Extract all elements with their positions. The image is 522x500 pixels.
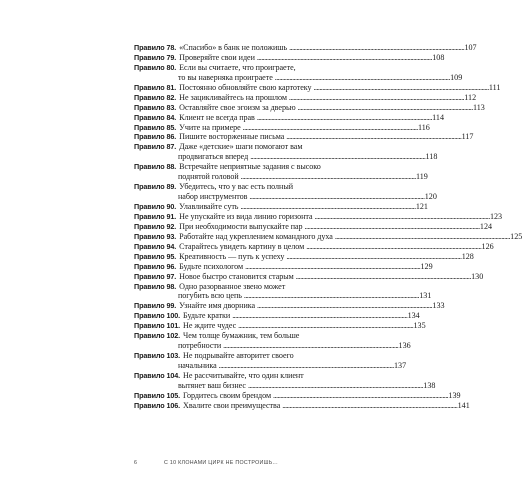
toc-entry: [134, 271, 484, 282]
rule-label: Правило 78.: [134, 43, 177, 52]
rule-title: Убедитесь, что у вас есть полный: [179, 182, 293, 192]
toc-entry: [134, 261, 433, 272]
dot-leader: [287, 43, 463, 53]
rule-title: Учите на примере: [179, 122, 241, 132]
rule-label: Правило 91.: [134, 211, 177, 221]
rule-label: Правило 87.: [134, 142, 177, 152]
toc-entry-line: [134, 122, 430, 133]
page-ref: 112: [464, 92, 477, 102]
toc-entry: [134, 370, 436, 391]
dot-leader: [304, 242, 480, 252]
dot-leader: [230, 311, 406, 321]
table-of-contents: [134, 43, 522, 411]
toc-entry: [134, 311, 420, 321]
dot-leader: [241, 123, 417, 133]
rule-label: Правило 104.: [134, 370, 181, 380]
toc-entry: [134, 182, 437, 202]
toc-entry-line: [134, 112, 445, 123]
rule-label: Правило 95.: [134, 251, 177, 261]
dot-leader: [246, 381, 422, 391]
toc-entry-line: [134, 221, 493, 232]
page-ref: 130: [471, 271, 484, 281]
toc-entry-line: [134, 271, 484, 282]
dot-leader: [238, 202, 414, 212]
rule-label: Правило 84.: [134, 112, 177, 122]
page-footer: [134, 460, 278, 466]
toc-entry: [134, 43, 477, 53]
toc-entry-line: [134, 172, 428, 182]
dot-leader: [248, 152, 424, 162]
page-number: 6: [134, 460, 137, 466]
toc-entry: [134, 321, 426, 331]
rule-label: Правило 100.: [134, 311, 181, 321]
rule-title: Чем толще бумажник, тем больше: [183, 331, 300, 341]
rule-label: Правило 102.: [134, 331, 181, 341]
toc-entry-line: [134, 331, 368, 341]
page-ref: 116: [418, 122, 430, 132]
toc-entry: [134, 102, 485, 113]
rule-label: Правило 103.: [134, 351, 181, 361]
rule-title: Креативность — путь к успеху: [179, 251, 285, 261]
toc-entry-line: [134, 231, 522, 242]
toc-entry: [134, 301, 445, 311]
page-ref: 133: [432, 301, 445, 311]
rule-title: погубить всю цепь: [178, 291, 242, 301]
rule-label: Правило 96.: [134, 261, 177, 271]
page-ref: 108: [432, 52, 445, 62]
rule-title: Пишите восторженные письма: [179, 132, 285, 142]
dot-leader: [313, 212, 489, 222]
rule-title: Проверяйте свои идеи: [179, 52, 255, 62]
rule-title: поднятой головой: [178, 172, 239, 182]
page-ref: 111: [488, 82, 501, 92]
page-ref: 109: [450, 72, 463, 82]
rule-title: набор инструментов: [178, 192, 248, 202]
rule-title: Хвалите свои преимущества: [183, 400, 281, 410]
toc-entry-line: [134, 52, 445, 63]
rule-title: Не рассчитывайте, что один клиент: [183, 370, 304, 380]
rule-title: «Спасибо» в банк не положишь: [179, 43, 288, 52]
page-ref: 107: [464, 43, 477, 52]
toc-entry-line: [134, 311, 420, 321]
toc-entry-line: [134, 341, 411, 351]
toc-entry: [134, 211, 503, 222]
rule-title: Постоянно обновляйте свою картотеку: [179, 82, 312, 92]
page-ref: 135: [413, 321, 426, 331]
page-ref: 113: [472, 102, 485, 112]
toc-entry: [134, 62, 463, 83]
toc-entry: [134, 122, 430, 133]
toc-entry-line: [134, 102, 485, 113]
toc-entry: [134, 112, 445, 123]
toc-entry: [134, 162, 428, 182]
toc-entry-line: [134, 400, 470, 411]
toc-entry-line: [134, 63, 368, 73]
toc-entry: [134, 142, 438, 162]
dot-leader: [236, 321, 412, 331]
page-ref: 139: [448, 390, 461, 400]
dot-leader: [242, 291, 418, 301]
toc-entry-line: [134, 211, 503, 222]
page-ref: 136: [398, 341, 411, 351]
toc-entry: [134, 231, 522, 242]
toc-entry-line: [134, 92, 477, 103]
rule-label: Правило 99.: [134, 301, 177, 311]
toc-entry: [134, 281, 432, 302]
dot-leader: [255, 301, 431, 311]
dot-leader: [287, 93, 463, 103]
page-ref: 117: [461, 132, 474, 142]
toc-entry-line: [134, 72, 463, 83]
rule-label: Правило 82.: [134, 92, 177, 102]
toc-entry-line: [134, 351, 368, 361]
toc-entry-line: [134, 182, 368, 192]
page-ref: 120: [424, 192, 437, 202]
rule-label: Правило 92.: [134, 221, 177, 231]
toc-entry-line: [134, 152, 438, 162]
toc-entry: [134, 251, 474, 262]
toc-entry: [134, 400, 470, 411]
page-ref: 119: [416, 172, 428, 182]
toc-entry-line: [134, 361, 407, 371]
rule-label: Правило 85.: [134, 122, 177, 132]
dot-leader: [273, 73, 449, 83]
toc-entry: [134, 390, 461, 401]
toc-entry-line: [134, 380, 436, 391]
rule-title: При необходимости выпускайте пар: [179, 221, 303, 231]
toc-entry-line: [134, 142, 368, 152]
rule-title: Одно разорванное звено может: [179, 281, 286, 291]
rule-title: Гордитесь своим брендом: [183, 390, 272, 400]
toc-entry-line: [134, 241, 494, 252]
rule-title: начальника: [178, 361, 217, 370]
running-head: С 10 КЛОНАМИ ЦИРК НЕ ПОСТРОИШЬ...: [164, 460, 278, 466]
toc-entry: [134, 331, 411, 351]
rule-title: Работайте над укреплением командного духа: [179, 231, 333, 241]
page-ref: 124: [479, 221, 493, 231]
rule-title: Узнайте имя дворника: [179, 301, 256, 311]
dot-leader: [280, 401, 456, 411]
toc-entry: [134, 351, 407, 371]
dot-leader: [255, 53, 431, 63]
rule-title: Не зацикливайтесь на прошлом: [179, 92, 287, 102]
rule-label: Правило 105.: [134, 390, 181, 400]
dot-leader: [294, 272, 470, 282]
page-ref: 134: [407, 311, 420, 321]
dot-leader: [243, 262, 419, 272]
toc-entry: [134, 92, 477, 103]
rule-title: Даже «детские» шаги помогают вам: [179, 142, 303, 152]
rule-title: Улавливайте суть: [179, 202, 239, 211]
rule-label: Правило 93.: [134, 231, 177, 241]
toc-entry: [134, 241, 494, 252]
rule-label: Правило 86.: [134, 132, 177, 142]
rule-label: Правило 97.: [134, 271, 177, 281]
toc-entry-line: [134, 291, 432, 301]
dot-leader: [284, 132, 460, 142]
dot-leader: [221, 341, 397, 351]
page-ref: 129: [420, 261, 433, 271]
page-ref: 137: [394, 361, 407, 370]
toc-entry-line: [134, 82, 501, 93]
page-ref: 114: [432, 112, 445, 122]
toc-entry-line: [134, 321, 426, 331]
toc-entry: [134, 132, 474, 142]
toc-entry-line: [134, 251, 474, 262]
rule-title: Если вы считаете, что проиграете,: [179, 62, 296, 72]
page-ref: 126: [481, 241, 494, 251]
rule-title: потребности: [178, 341, 222, 351]
page-ref: 138: [423, 380, 436, 390]
dot-leader: [271, 391, 447, 401]
rule-title: Не ждите чудес: [183, 321, 237, 331]
page-ref: 121: [415, 202, 428, 211]
toc-entry-line: [134, 202, 428, 212]
toc-entry-line: [134, 43, 477, 53]
toc-entry: [134, 82, 501, 93]
rule-label: Правило 106.: [134, 400, 181, 410]
rule-label: Правило 90.: [134, 202, 177, 211]
rule-label: Правило 101.: [134, 321, 181, 331]
toc-entry-line: [134, 282, 368, 292]
toc-entry-line: [134, 132, 474, 142]
page-ref: 128: [461, 251, 474, 261]
rule-title: Будьте кратки: [183, 311, 231, 321]
rule-label: Правило 89.: [134, 182, 177, 192]
rule-title: Новое быстро становится старым: [179, 271, 294, 281]
dot-leader: [296, 103, 472, 113]
rule-label: Правило 88.: [134, 162, 177, 172]
page-ref: 125: [510, 231, 522, 241]
toc-entry-line: [134, 301, 445, 311]
rule-title: то вы наверняка проиграете: [178, 72, 273, 82]
rule-title: Встречайте неприятные задания с высоко: [179, 162, 321, 172]
toc-entry: [134, 52, 445, 63]
toc-entry-line: [134, 261, 433, 272]
rule-label: Правило 94.: [134, 241, 177, 251]
dot-leader: [303, 222, 479, 232]
rule-title: Не подрывайте авторитет своего: [183, 351, 294, 361]
dot-leader: [255, 113, 431, 123]
dot-leader: [333, 232, 509, 242]
toc-entry-line: [134, 192, 437, 202]
rule-label: Правило 83.: [134, 102, 177, 112]
page-ref: 123: [489, 211, 503, 221]
dot-leader: [217, 361, 393, 371]
page-ref: 131: [419, 291, 432, 301]
rule-title: Старайтесь увидеть картину в целом: [179, 241, 305, 251]
dot-leader: [284, 252, 460, 262]
toc-entry-line: [134, 371, 368, 381]
rule-title: продвигаться вперед: [178, 152, 249, 162]
dot-leader: [239, 172, 415, 182]
rule-title: Оставляйте свое эгоизм за дверью: [179, 102, 296, 112]
rule-title: Клиент не всегда прав: [179, 112, 255, 122]
page-ref: 141: [457, 400, 470, 410]
rule-label: Правило 79.: [134, 52, 177, 62]
dot-leader: [247, 192, 423, 202]
toc-entry: [134, 202, 428, 212]
page-ref: 118: [425, 152, 438, 162]
dot-leader: [312, 83, 488, 93]
toc-entry-line: [134, 390, 461, 401]
toc-entry-line: [134, 162, 368, 172]
rule-title: вытянет ваш бизнес: [178, 380, 246, 390]
rule-title: Будьте психологом: [179, 261, 244, 271]
toc-entry: [134, 221, 493, 232]
rule-label: Правило 98.: [134, 281, 177, 291]
rule-title: Не упускайте из вида линию горизонта: [179, 211, 313, 221]
rule-label: Правило 81.: [134, 82, 177, 92]
rule-label: Правило 80.: [134, 62, 177, 72]
